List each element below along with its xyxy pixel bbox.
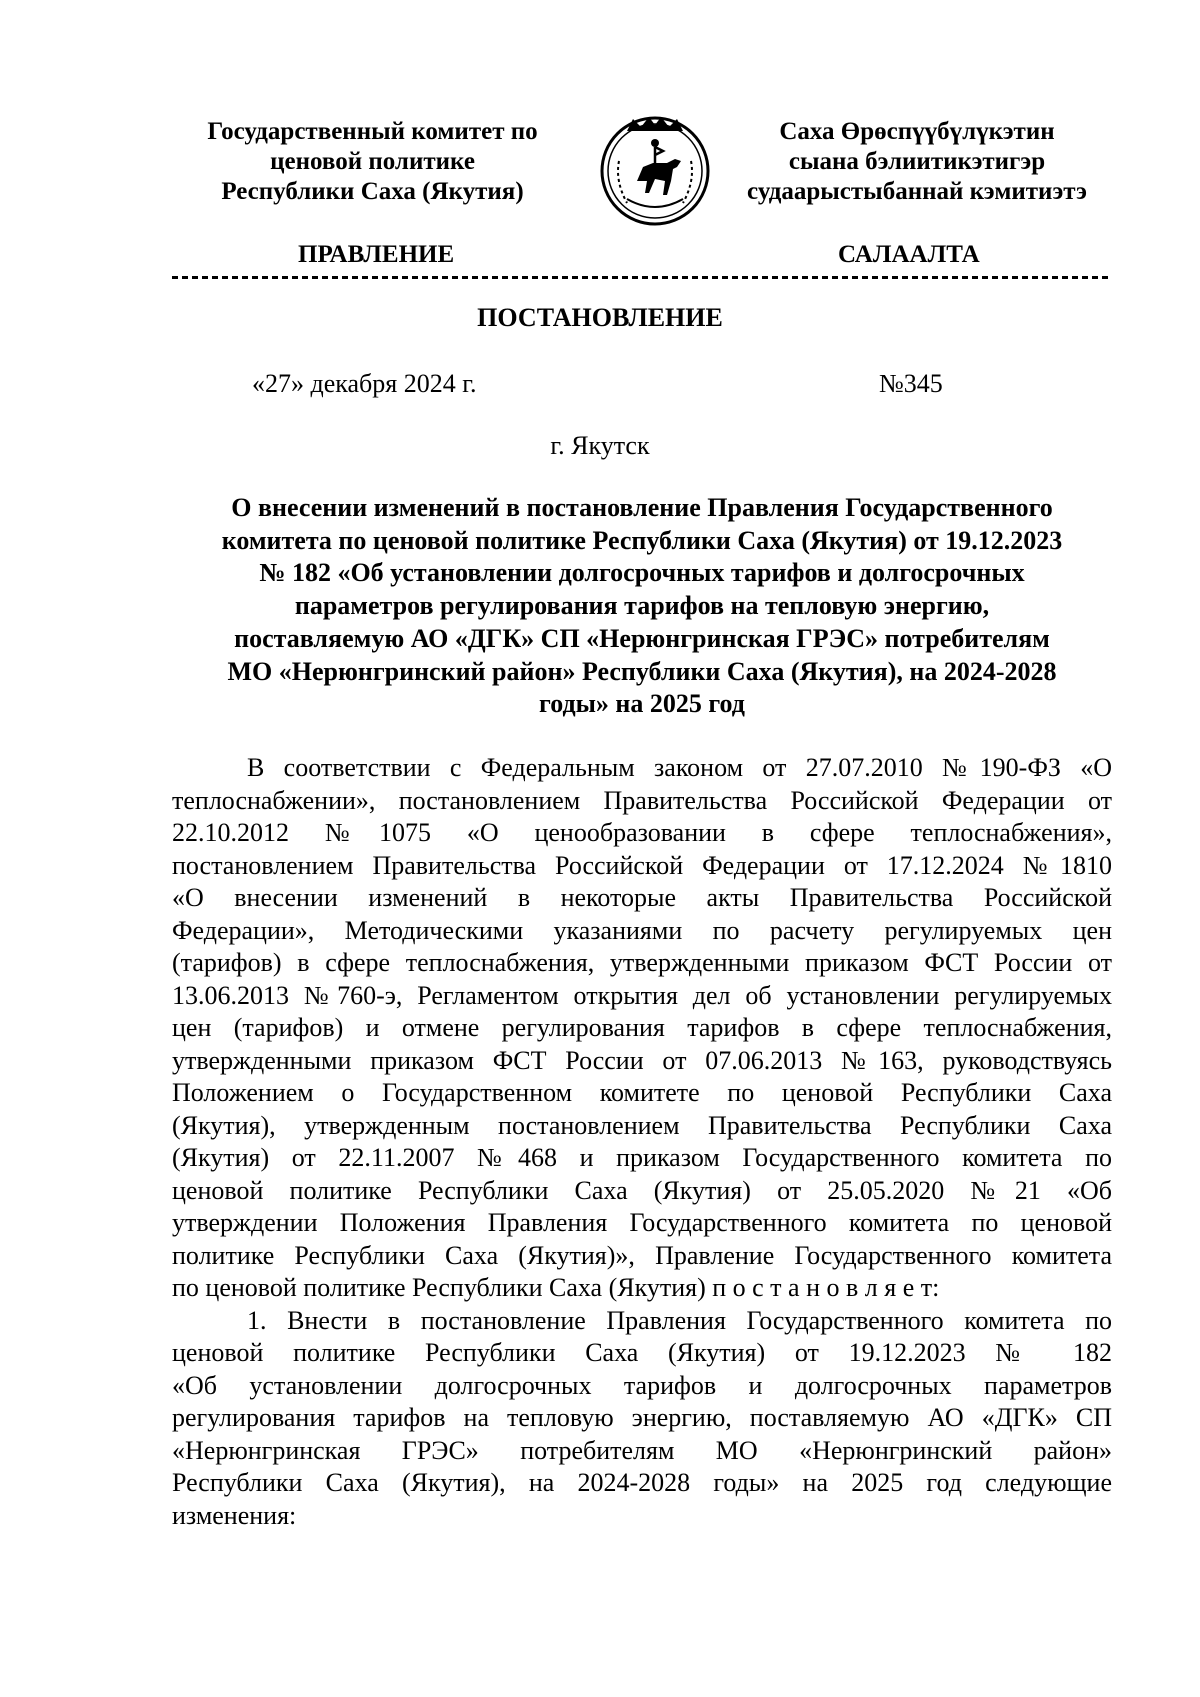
body-line: «Об установлении долгосрочных тарифов и долгосрочных параметров xyxy=(172,1370,1112,1400)
title-line: поставляемую АО «ДГК» СП «Нерюнгринская ГРЭС» потребителям xyxy=(234,623,1050,653)
body-line: ценовой политике Республики Саха (Якутия) от 19.12.2023 № 182 xyxy=(172,1338,1112,1367)
document-date: «27» декабря 2024 г. xyxy=(252,369,477,398)
body-line: Положением о Государственном комитете по ценовой Республики Саха xyxy=(172,1078,1112,1107)
issuer-sah-line-3: судаарыстыбаннай кэмитиэтэ xyxy=(747,178,1087,205)
body-line: политике Республики Саха (Якутия)», Правление Государственного комитета xyxy=(172,1240,1112,1270)
body-line: В соответствии с Федеральным законом от 27.07.2010 №190-ФЗ «О xyxy=(247,753,1112,782)
clause-1-paragraph xyxy=(172,1305,1112,1533)
document-body xyxy=(172,752,1112,1532)
body-line: теплоснабжении», постановлением Правительства Российской Федерации от xyxy=(172,785,1112,815)
issuer-ru-line-1: Государственный комитет по xyxy=(207,118,538,145)
body-line: Федерации», Методическими указаниями по расчету регулируемых цен xyxy=(172,915,1112,945)
body-line: постановлением Правительства Российской Федерации от 17.12.2024 №1810 xyxy=(172,850,1112,880)
body-line: 13.06.2013 №760-э, Регламентом открытия дел об установлении регулируемых xyxy=(172,980,1112,1010)
issuer-sah-line-1: Саха Өрөспүүбүлүкэтин xyxy=(779,118,1055,145)
title-line: МО «Нерюнгринский район» Республики Саха (Якутия), на 2024-2028 xyxy=(227,656,1057,686)
body-line: «Нерюнгринская ГРЭС» потребителям МО «Нерюнгринский район» xyxy=(172,1435,1112,1465)
issuer-ru-line-3: Республики Саха (Якутия) xyxy=(221,178,524,205)
document-number: №345 xyxy=(879,369,943,398)
title-line: О внесении изменений в постановление Правления Государственного xyxy=(231,493,1053,522)
document-title xyxy=(172,492,1112,721)
body-line: «О внесении изменений в некоторые акты Правительства Российской xyxy=(172,883,1112,912)
issuer-name-russian xyxy=(165,117,580,207)
title-line: № 182 «Об установлении долгосрочных тарифов и долгосрочных xyxy=(259,558,1025,588)
body-line: (Якутия), утвержденным постановлением Правительства Республики Саха xyxy=(172,1110,1112,1140)
body-line: 1. Внести в постановление Правления Государственного комитета по xyxy=(247,1305,1112,1335)
body-line: ценовой политике Республики Саха (Якутия) от 25.05.2020 №21 «Об xyxy=(172,1175,1112,1205)
issuer-ru-line-2: ценовой политике xyxy=(270,148,475,175)
board-label-russian: ПРАВЛЕНИЕ xyxy=(298,241,455,268)
title-line: параметров регулирования тарифов на тепловую энергию, xyxy=(294,591,990,621)
document-type: ПОСТАНОВЛЕНИЕ xyxy=(477,303,723,332)
issuer-sah-line-2: сыана бэлиитикэтигэр xyxy=(788,148,1046,175)
body-line: 22.10.2012 №1075 «О ценообразовании в сфере теплоснабжения», xyxy=(172,818,1112,847)
body-line: цен (тарифов) и отмене регулирования тарифов в сфере теплоснабжения, xyxy=(172,1013,1112,1042)
body-line: по ценовой политике Республики Саха (Якутия) п о с т а н о в л я е т: xyxy=(172,1273,940,1302)
body-line: утверждении Положения Правления Государственного комитета по ценовой xyxy=(172,1208,1112,1237)
body-line: (Якутия) от 22.11.2007 №468 и приказом Государственного комитета по xyxy=(172,1143,1112,1172)
board-label-yakut: САЛААЛТА xyxy=(838,241,980,268)
preamble-paragraph xyxy=(172,752,1112,1305)
header-divider xyxy=(172,276,1112,279)
body-line: утвержденными приказом ФСТ России от 07.06.2013 №163, руководствуясь xyxy=(172,1045,1112,1075)
body-line: Республики Саха (Якутия), на 2024-2028 годы» на 2025 год следующие xyxy=(172,1468,1112,1497)
body-line: регулирования тарифов на тепловую энергию, поставляемую АО «ДГК» СП xyxy=(172,1403,1112,1432)
yakutia-coat-of-arms-icon xyxy=(597,111,713,227)
body-line: изменения: xyxy=(172,1500,297,1530)
document-city: г. Якутск xyxy=(550,431,650,460)
issuer-name-yakut xyxy=(712,117,1122,207)
body-line: (тарифов) в сфере теплоснабжения, утвержденными приказом ФСТ России от xyxy=(172,948,1112,977)
title-line: годы» на 2025 год xyxy=(539,689,745,719)
title-line: комитета по ценовой политике Республики Саха (Якутия) от 19.12.2023 xyxy=(221,525,1063,555)
